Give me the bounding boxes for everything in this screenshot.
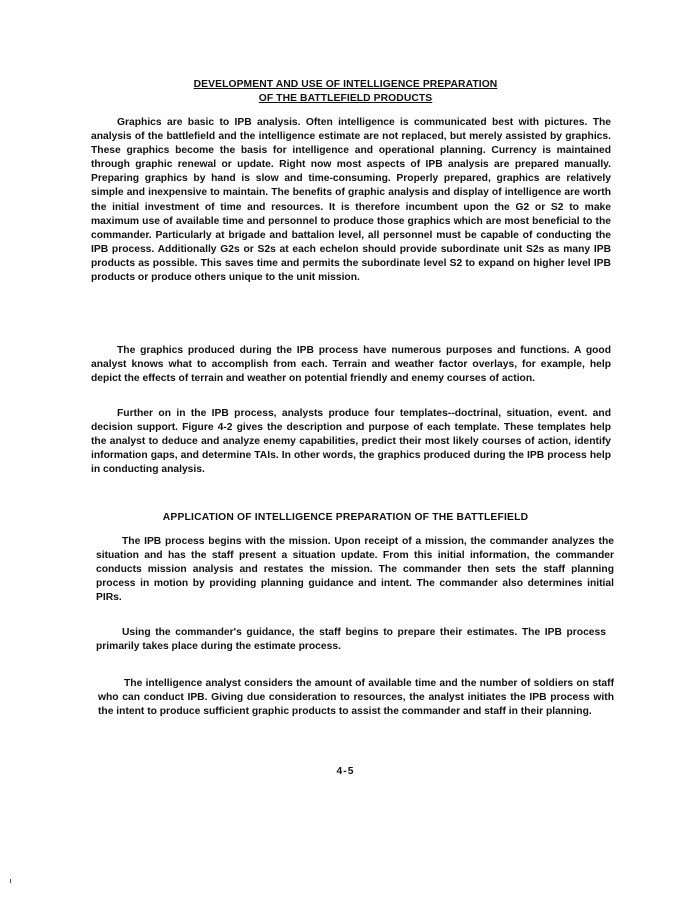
paragraph-graphics-purposes: The graphics produced during the IPB process have numerous purposes and functions. A good analyst knows what to accomplish from each. Terrain and weather factor overlays, for example, help depict the effects of terrain and weather on potential friendly and enemy courses of action. [91,345,611,385]
document-title-line-1: DEVELOPMENT AND USE OF INTELLIGENCE PREPARATION [193,79,498,90]
paragraph-analyst-considers: The intelligence analyst considers the amount of available time and the number of soldiers on staff who can conduct IPB. Giving due consideration to resources, the analyst initiates the IPB process with the intent to produce sufficient graphic products to assist the commander and staff in their planning. [98,678,614,718]
scan-artifact [10,879,11,883]
paragraph-templates: Further on in the IPB process, analysts produce four templates--doctrinal, situation, event. and decision support. Figure 4-2 gives the description and purpose of each template. These templates help the analyst to deduce and analyze enemy capabilities, predict their most likely courses of action, identify information gaps, and determine TAIs. In other words, the graphics produced during the IPB process help in conducting analysis. [91,408,611,476]
paragraph-ipb-begins: The IPB process begins with the mission. Upon receipt of a mission, the commander analyzes the situation and has the staff present a situation update. From this initial information, the commander conducts mission analysis and restates the mission. The commander then sets the staff planning process in motion by providing planning guidance and intent. The commander also determines initial PIRs. [96,536,614,604]
page-number: 4-5 [336,766,355,777]
paragraph-graphics-basic: Graphics are basic to IPB analysis. Often intelligence is communicated best with pictures. The analysis of the battlefield and the intelligence estimate are not replaced, but merely assisted by graphics. These graphics become the basis for intelligence and operational planning. Currency is maintained through graphic renewal or update. Right now most aspects of IPB analysis are prepared manually. Preparing graphics by hand is slow and time-consuming. Properly prepared, graphics are relatively simple and inexpensive to maintain. The benefits of graphic analysis and display of intelligence are worth the initial investment of time and resources. It is therefore incumbent upon the G2 or S2 to make maximum use of available time and personnel to produce those graphics which are most beneficial to the commander. Particularly at brigade and battalion level, all personnel must be capable of conducting the IPB process. Additionally G2s or S2s at each echelon should provide subordinate unit S2s as many IPB products as possible. This saves time and permits the subordinate level S2 to expand on higher level IPB products or produce others unique to the unit mission. [91,117,611,284]
paragraph-commanders-guidance: Using the commander's guidance, the staff begins to prepare their estimates. The IPB process primarily takes place during the estimate process. [96,627,606,653]
section-heading: APPLICATION OF INTELLIGENCE PREPARATION OF THE BATTLEFIELD [162,512,529,523]
document-title-line-2: OF THE BATTLEFIELD PRODUCTS [258,93,433,104]
